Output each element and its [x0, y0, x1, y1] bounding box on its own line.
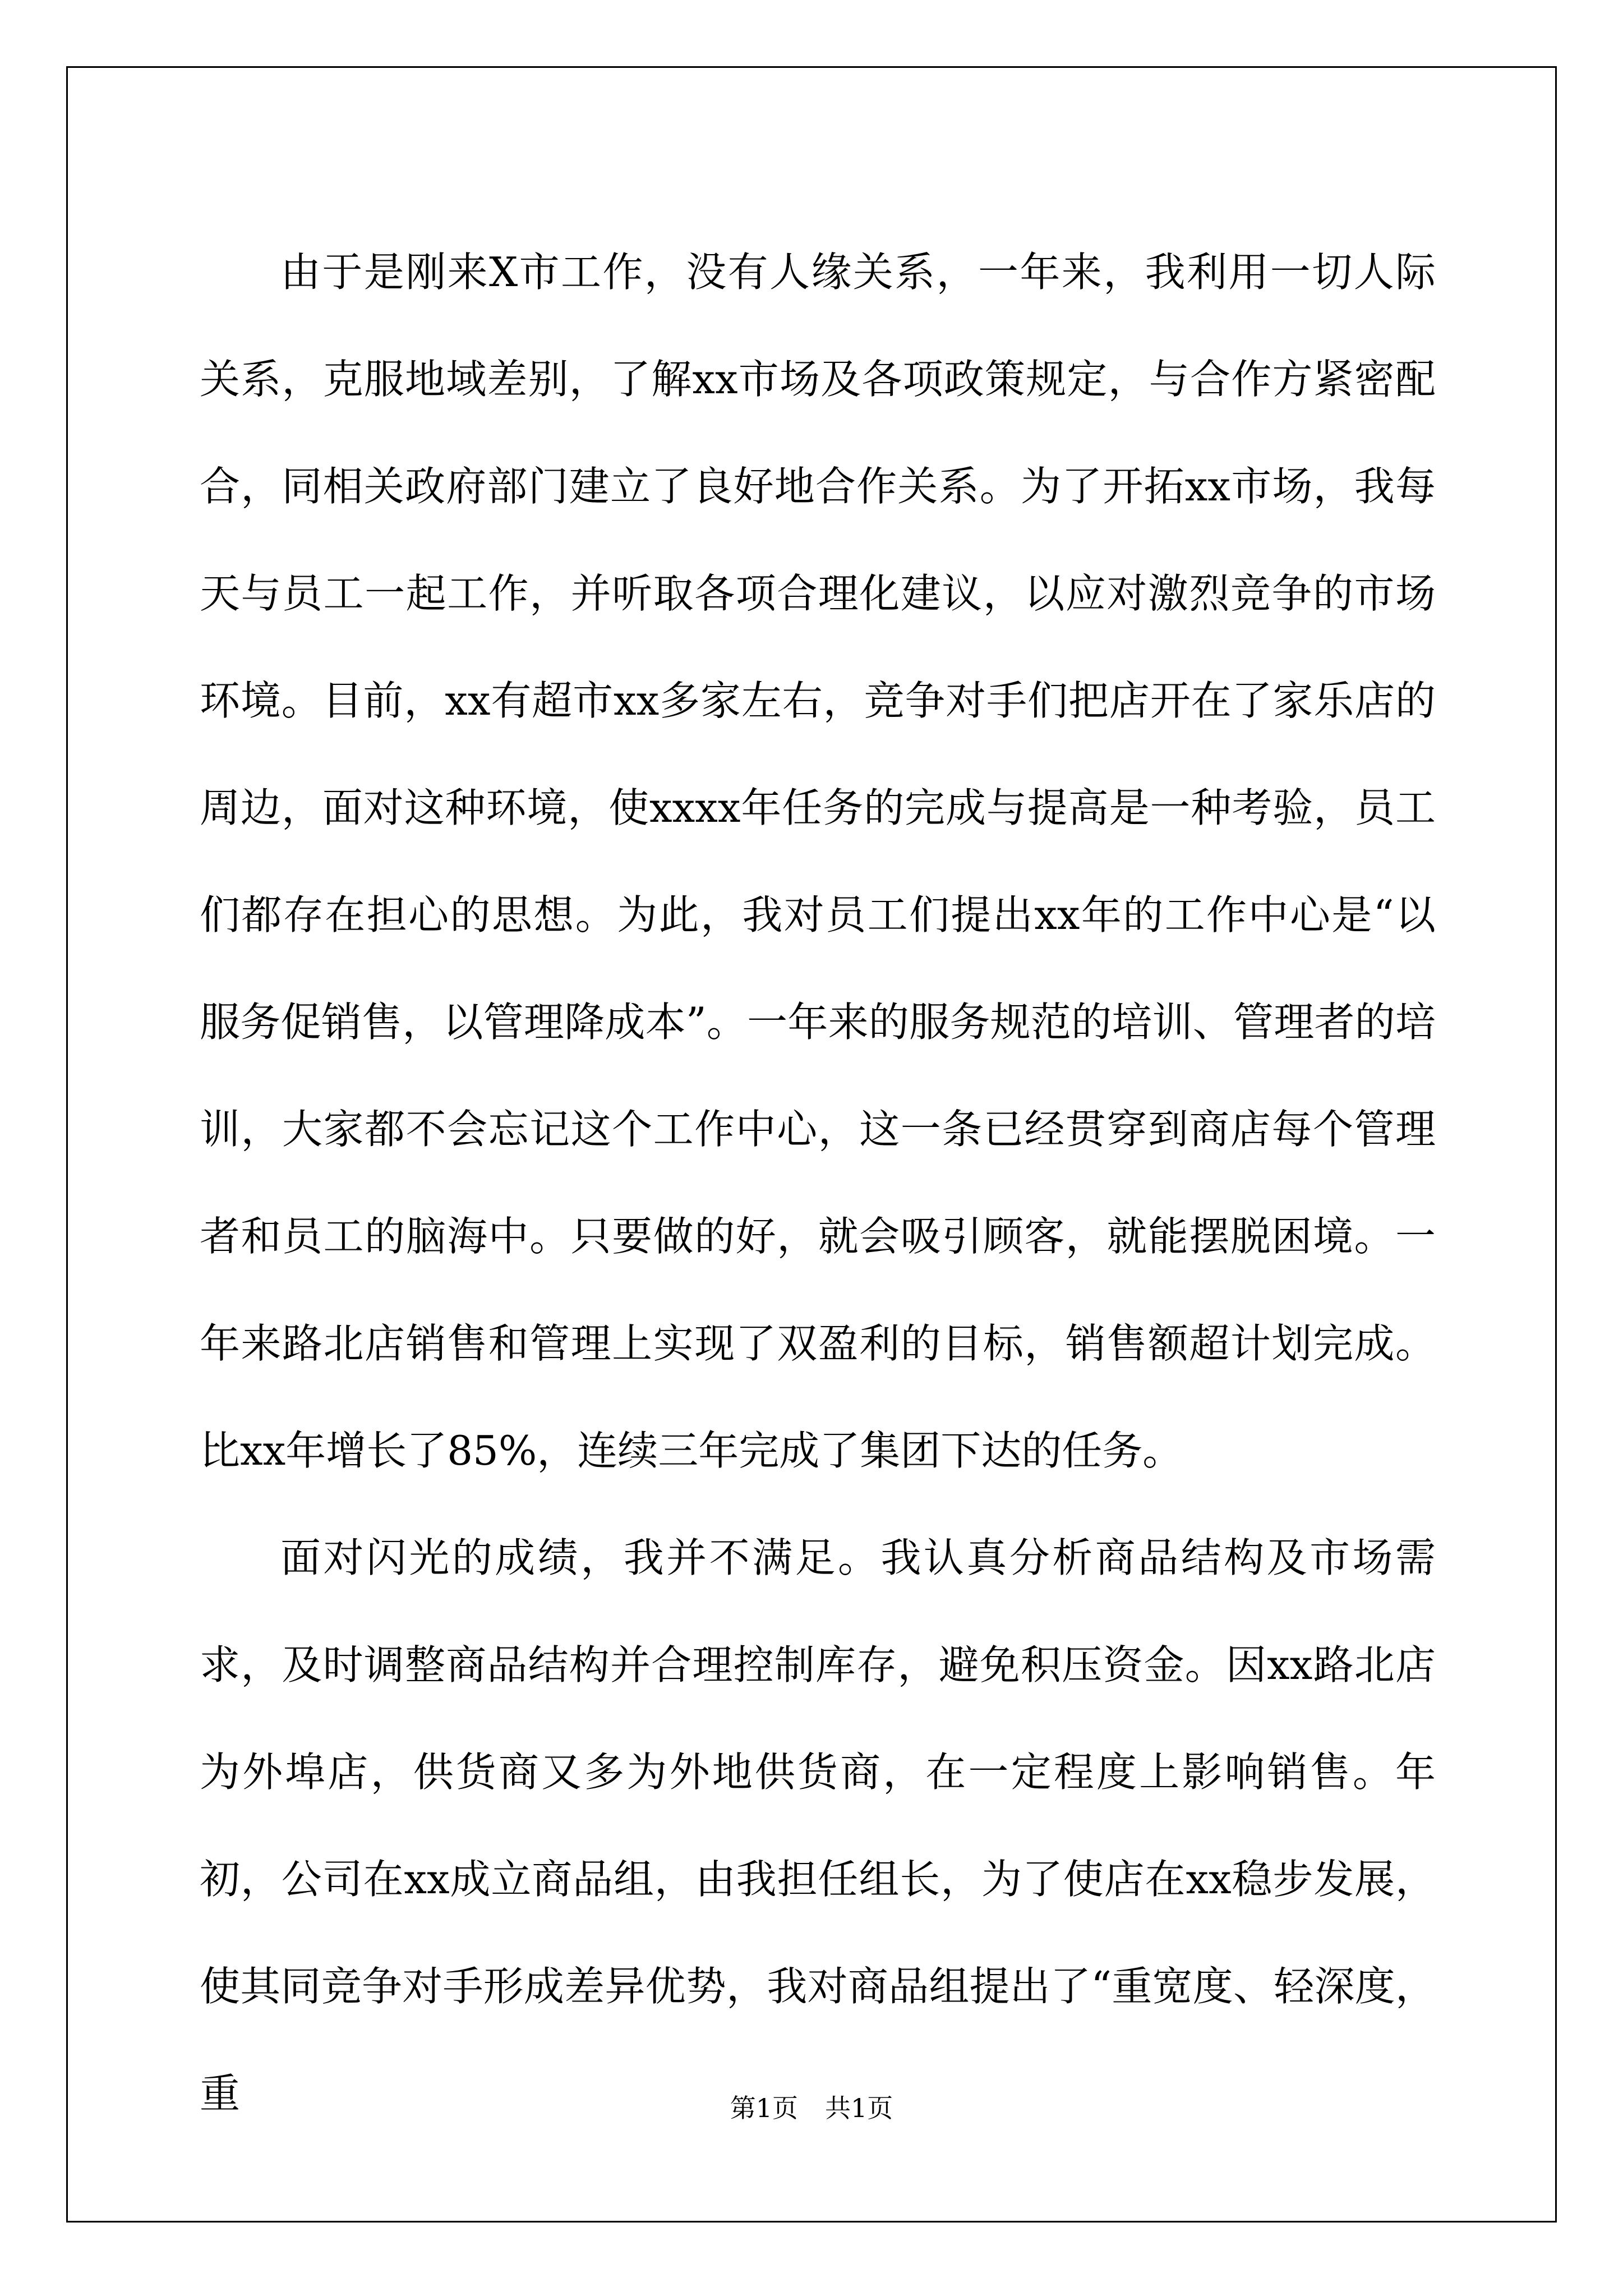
total-pages: 共1页 — [825, 2093, 893, 2123]
paragraph-2: 面对闪光的成绩，我并不满足。我认真分析商品结构及市场需求，及时调整商品结构并合理控制库存，避免积压资金。因xx路北店为外埠店，供货商又多为外地供货商，在一定程度上影响销售。年初，公司在xx成立商品组，由我担任组长，为了使店在xx稳步发展，使其同竞争对手形成差异优势，我对商品组提出了“重宽度、轻深度，重 — [200, 1534, 1436, 2117]
page-footer — [0, 2091, 1623, 2125]
document-body — [200, 219, 1436, 2147]
page-number: 第1页 — [730, 2093, 798, 2123]
paragraph-1: 由于是刚来X市工作，没有人缘关系，一年来，我利用一切人际关系，克服地域差别，了解xx市场及各项政策规定，与合作方紧密配合，同相关政府部门建立了良好地合作关系。为了开拓xx市场，我每天与员工一起工作，并听取各项合理化建议，以应对激烈竞争的市场环境。目前，xx有超市xx多家左右，竞争对手们把店开在了家乐店的周边，面对这种环境，使xxxx年任务的完成与提高是一种考验，员工们都存在担心的思想。为此，我对员工们提出xx年的工作中心是“以服务促销售，以管理降成本”。一年来的服务规范的培训、管理者的培训，大家都不会忘记这个工作中心，这一条已经贯穿到商店每个管理者和员工的脑海中。只要做的好，就会吸引顾客，就能摆脱困境。一年来路北店销售和管理上实现了双盈利的目标，销售额超计划完成。比xx年增长了85%，连续三年完成了集团下达的任务。 — [200, 249, 1436, 1474]
